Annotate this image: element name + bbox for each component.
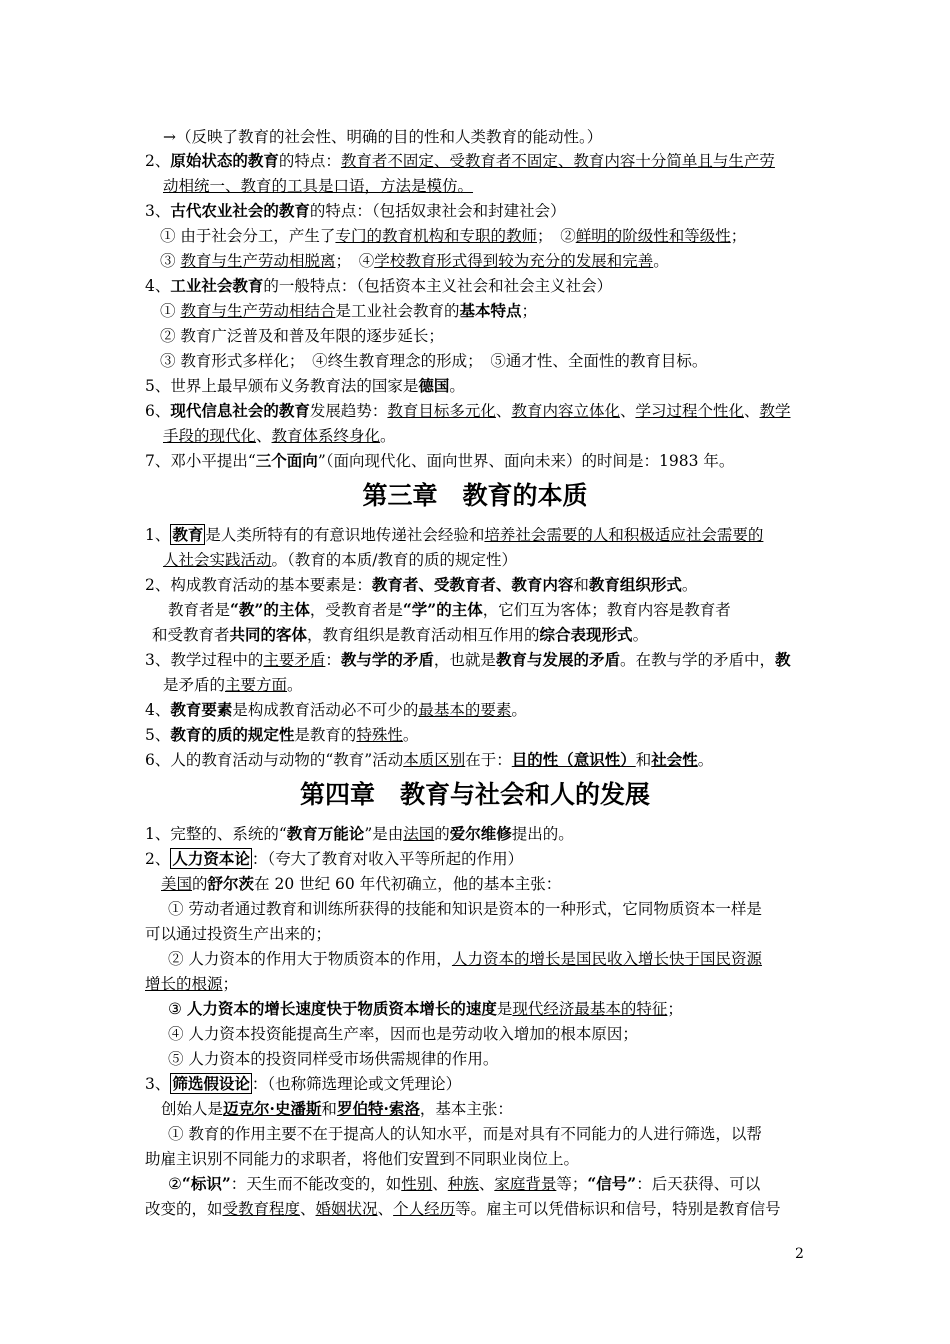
text-line: 6、人的教育活动与动物的“教育”活动本质区别在于：目的性（意识性）和社会性。 <box>145 750 714 769</box>
text-line: 改变的，如受教育程度、婚姻状况、个人经历等。雇主可以凭借标识和信号，特别是教育信号 <box>145 1200 781 1218</box>
text-line: 2、原始状态的教育的特点：教育者不固定、受教育者不固定、教育内容十分简单且与生产劳 <box>145 151 775 170</box>
text-line: 教育者是“教”的主体，受教育者是“学”的主体，它们互为客体；教育内容是教育者 <box>168 600 731 619</box>
text-line: 可以通过投资生产出来的； <box>145 925 332 943</box>
text-line: 3、教学过程中的主要矛盾：教与学的矛盾，也就是教育与发展的矛盾。在教与学的矛盾中，教 <box>145 650 791 669</box>
text-line: →（反映了教育的社会性、明确的目的性和人类教育的能动性。） <box>163 128 603 146</box>
text-line: 1、完整的、系统的“教育万能论”是由法国的爱尔维修提出的。 <box>145 824 574 843</box>
text-line: 增长的根源； <box>145 975 239 993</box>
chapter-heading: 第三章 教育的本质 <box>362 481 588 510</box>
text-line: 6、现代信息社会的教育发展趋势：教育目标多元化、教育内容立体化、学习过程个性化、教学 <box>145 401 791 420</box>
text-line: 4、教育要素是构成教育活动必不可少的最基本的要素。 <box>145 700 527 719</box>
text-line: ① 由于社会分工，产生了专门的教育机构和专职的教师； ②鲜明的阶级性和等级性； <box>160 227 747 245</box>
text-line: ② 人力资本的作用大于物质资本的作用，人力资本的增长是国民收入增长快于国民资源 <box>168 950 762 968</box>
text-line: ⑤ 人力资本的投资同样受市场供需规律的作用。 <box>168 1050 499 1068</box>
text-line: 7、邓小平提出“三个面向”（面向现代化、面向世界、面向未来）的时间是：1983 年。 <box>145 451 735 470</box>
text-line: 5、教育的质的规定性是教育的特殊性。 <box>145 725 419 744</box>
text-line: 助雇主识别不同能力的求职者，将他们安置到不同职业岗位上。 <box>145 1150 580 1168</box>
text-line: ① 教育的作用主要不在于提高人的认知水平，而是对具有不同能力的人进行筛选，以帮 <box>168 1125 762 1143</box>
text-line: 5、世界上最早颁布义务教育法的国家是德国。 <box>145 376 465 395</box>
text-line: ① 教育与生产劳动相结合是工业社会教育的基本特点； <box>160 301 537 320</box>
text-line: 手段的现代化、教育体系终身化。 <box>163 427 396 445</box>
text-line: 美国的舒尔茨在 20 世纪 60 年代初确立，他的基本主张： <box>161 874 562 893</box>
text-line: ②“标识”：天生而不能改变的，如性别、种族、家庭背景等；“信号”：后天获得、可以 <box>168 1174 761 1193</box>
text-line: ② 教育广泛普及和普及年限的逐步延长； <box>160 327 444 345</box>
chapter-heading: 第四章 教育与社会和人的发展 <box>299 780 650 809</box>
text-line: 2、构成教育活动的基本要素是：教育者、受教育者、教育内容和教育组织形式。 <box>145 575 698 594</box>
text-line: ③ 教育形式多样化； ④终生教育理念的形成； ⑤通才性、全面性的教育目标。 <box>160 352 708 370</box>
text-line: 3、古代农业社会的教育的特点：（包括奴隶社会和封建社会） <box>145 201 566 220</box>
text-line: 是矛盾的主要方面。 <box>163 676 303 694</box>
text-line: 人社会实践活动。（教育的本质/教育的质的规定性） <box>163 551 517 569</box>
text-line: 创始人是迈克尔·史潘斯和罗伯特·索洛，基本主张： <box>161 1099 513 1118</box>
text-line: 动相统一、教育的工具是口语，方法是模仿。 <box>163 177 474 195</box>
text-line: ③ 人力资本的增长速度快于物质资本增长的速度是现代经济最基本的特征； <box>168 999 683 1018</box>
text-line: 2、 人力资本论 ：（夸大了教育对收入平等所起的作用） <box>145 849 524 868</box>
text-line: 4、工业社会教育的一般特点：（包括资本主义社会和社会主义社会） <box>145 276 613 295</box>
page-number: 2 <box>795 1246 804 1262</box>
text-line: ③ 教育与生产劳动相脱离； ④学校教育形式得到较为充分的发展和完善。 <box>160 252 669 270</box>
text-line: 3、 筛选假设论 ：（也称筛选理论或文凭理论） <box>145 1074 462 1093</box>
text-line: ④ 人力资本投资能提高生产率，因而也是劳动收入增加的根本原因； <box>168 1025 638 1043</box>
text-line: 1、 教育 是人类所特有的有意识地传递社会经验和培养社会需要的人和积极适应社会需要的 <box>145 525 764 544</box>
text-line: ① 劳动者通过教育和训练所获得的技能和知识是资本的一种形式，它同物质资本一样是 <box>168 900 762 918</box>
text-line: 和受教育者共同的客体，教育组织是教育活动相互作用的综合表现形式。 <box>152 625 649 644</box>
